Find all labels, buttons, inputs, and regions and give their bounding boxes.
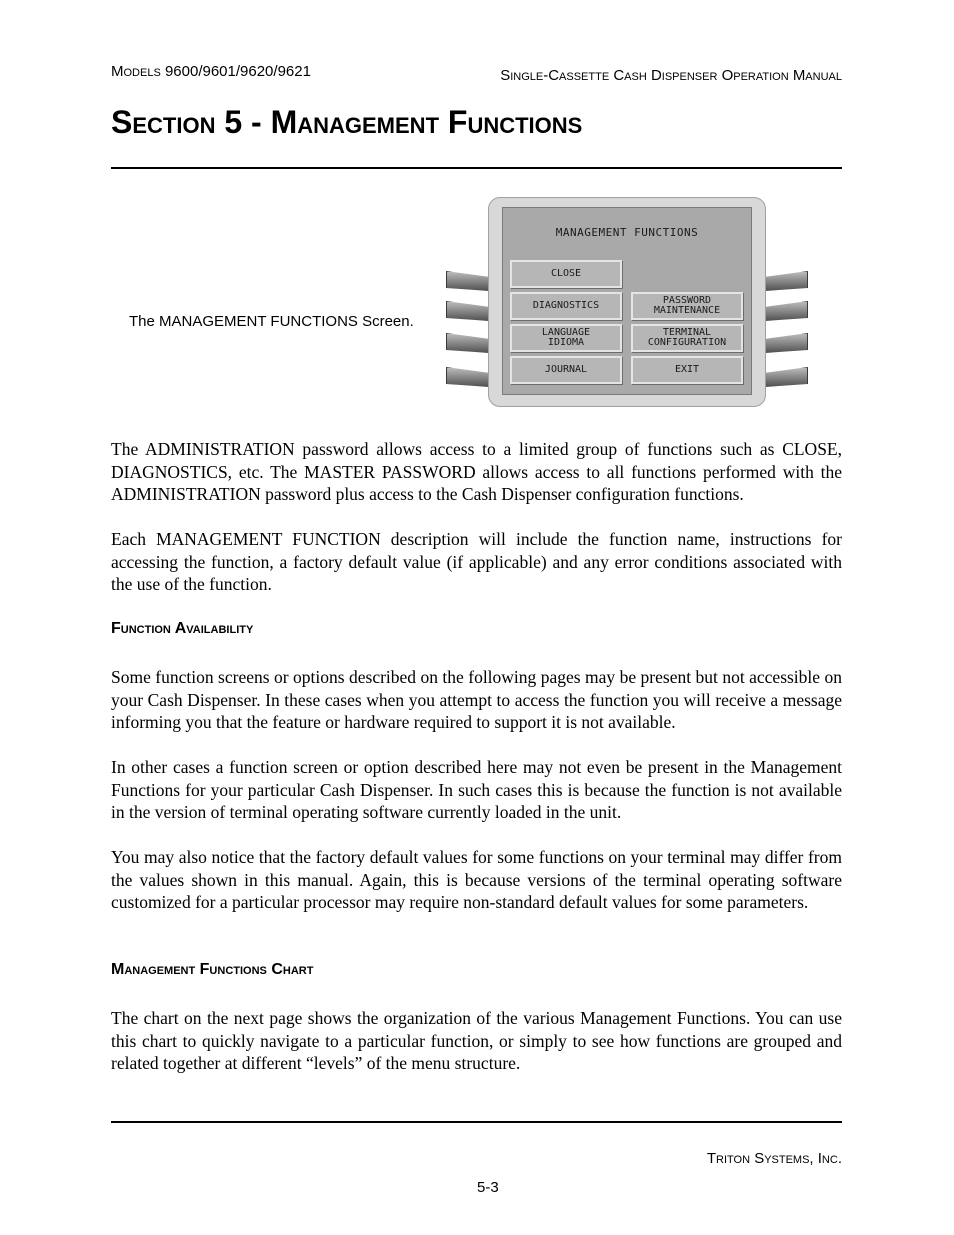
management-functions-screen-figure — [446, 197, 808, 407]
exit-button: EXIT — [631, 356, 743, 384]
password-maintenance-button: PASSWORD MAINTENANCE — [631, 292, 743, 320]
footer-rule — [111, 1121, 842, 1123]
left-function-key-4 — [446, 367, 490, 387]
footer-company: Triton Systems, Inc. — [706, 1150, 842, 1167]
atm-display — [502, 207, 752, 395]
right-function-key-4 — [764, 367, 808, 387]
terminal-configuration-button: TERMINAL CONFIGURATION — [631, 324, 743, 352]
language-button: LANGUAGE IDIOMA — [510, 324, 622, 352]
paragraph-chart: The chart on the next page shows the organization of the various Management Functions. You can use this chart to quickly navigate to a particular function, or simply to see how functions are grouped and related together at different “levels” of the menu structure. — [111, 1008, 842, 1073]
figure-caption: The MANAGEMENT FUNCTIONS Screen. — [129, 313, 414, 330]
running-header-manual-title: Single-Cassette Cash Dispenser Operation Manual — [500, 67, 842, 84]
subhead-management-functions-chart: Management Functions Chart — [111, 961, 314, 978]
subhead-function-availability: Function Availability — [111, 620, 254, 637]
paragraph-not-accessible: Some function screens or options described on the following pages may be present but not accessible on your Cash Dispenser. In these cases when you attempt to access the function you will receive a message informing you that the feature or hardware required to support it is not available. — [111, 667, 842, 732]
page-number: 5-3 — [477, 1179, 499, 1196]
paragraph-passwords: The ADMINISTRATION password allows access to a limited group of functions such as CLOSE, DIAGNOSTICS, etc. The MASTER PASSWORD allows access to all functions performed with the ADMINISTRATION password plus access to the Cash Dispenser configuration functions. — [111, 439, 842, 504]
paragraph-not-present: In other cases a function screen or option described here may not even be present in the Management Functions for your particular Cash Dispenser. In such cases this is because the function is not available in the version of terminal operating software currently loaded in the unit. — [111, 757, 842, 822]
diagnostics-button: DIAGNOSTICS — [510, 292, 622, 320]
right-function-key-3 — [764, 333, 808, 353]
screen-title: MANAGEMENT FUNCTIONS — [555, 226, 699, 239]
running-header-models: Models 9600/9601/9620/9621 — [111, 63, 311, 80]
right-function-key-1 — [764, 271, 808, 291]
journal-button: JOURNAL — [510, 356, 622, 384]
right-function-key-2 — [764, 301, 808, 321]
left-function-key-2 — [446, 301, 490, 321]
left-function-key-3 — [446, 333, 490, 353]
header-rule — [111, 167, 842, 169]
paragraph-function-description: Each MANAGEMENT FUNCTION description will include the function name, instructions for accessing the function, a factory default value (if applicable) and any error conditions associated with the use of the function. — [111, 529, 842, 594]
close-button: CLOSE — [510, 260, 622, 288]
left-function-key-1 — [446, 271, 490, 291]
paragraph-default-values: You may also notice that the factory default values for some functions on your terminal may differ from the values shown in this manual. Again, this is because versions of the terminal operating software customized for a particular processor may require non-standard default values for some parameters. — [111, 847, 842, 912]
section-title: Section 5 - Management Functions — [111, 104, 583, 140]
